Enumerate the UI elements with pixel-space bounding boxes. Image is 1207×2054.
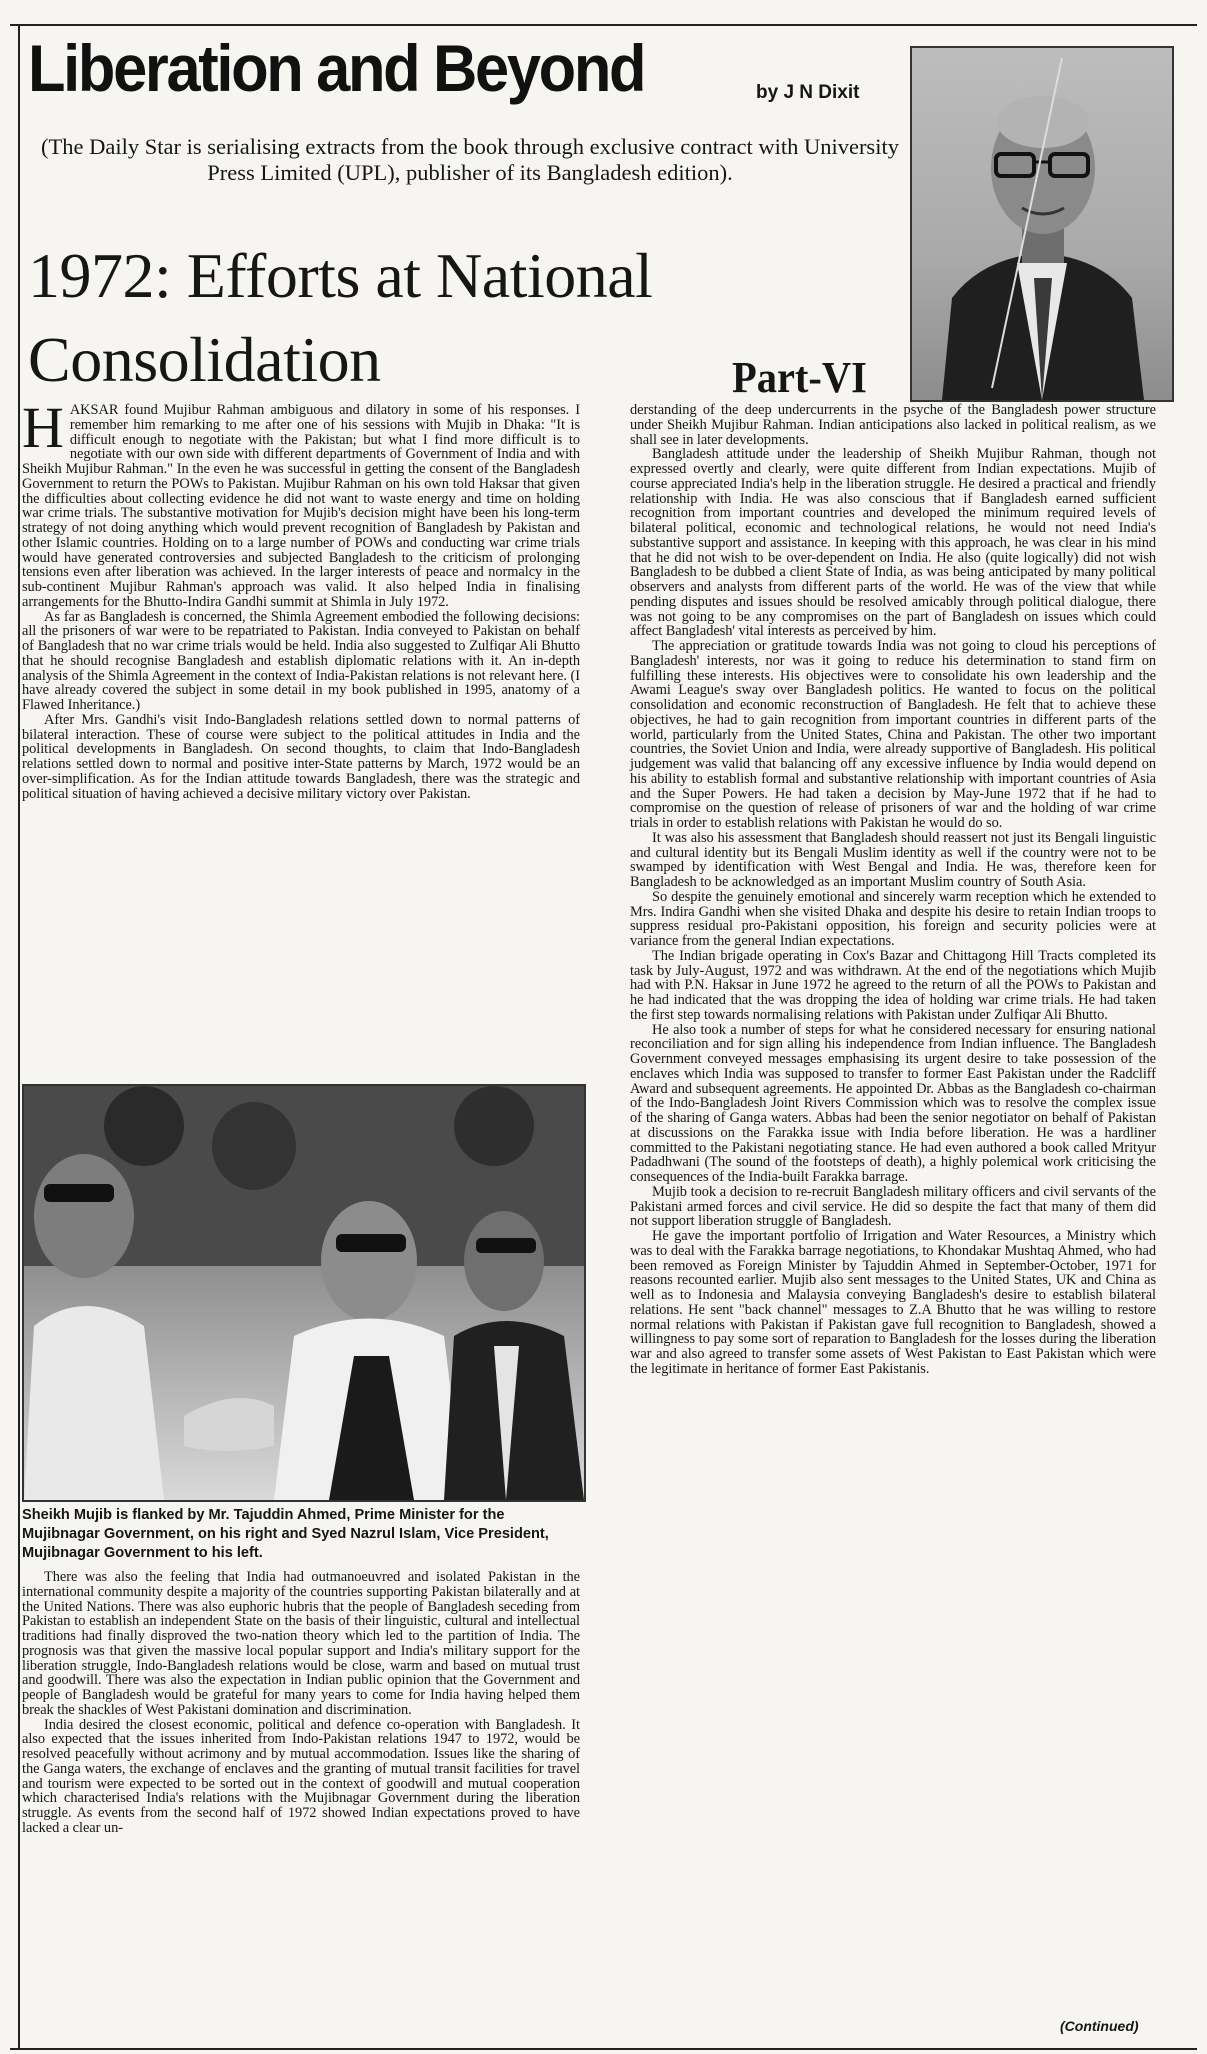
article-column-3 xyxy=(630,403,1156,1377)
paragraph: The Indian brigade operating in Cox's Bazar and Chittagong Hill Tracts completed its task by July-August, 1972 and was withdrawn. At the end of the negotiations which Mujib had with P.N. Haksar in June 1972 he agreed to the return of all the POWs to Pakistan and he had indicated that the was dropping the idea of holding war crime trials. He had taken the first step towards normalising relations with Pakistan under Zulfiqar Ali Bhutto. xyxy=(630,947,1156,1023)
byline: by J N Dixit xyxy=(756,82,860,103)
paragraph: Bangladesh attitude under the leadership of Sheikh Mujibur Rahman, though not expressed overtly and clearly, were quite different from Indian expectations. Mujib of course appreciated India's help in the liberation struggle. He desired a practical and friendly relationship with India. He was also conscious that if Bangladesh earned sufficient recognition from important countries and developed the minimum required levels of bilateral political, economic and technological relations, he would not need India's substantive support and assistance. In keeping with this approach, he was clear in his mind that he did not wish to be over-dependent on India. He also (quite logically) did not wish Bangladesh to be dubbed a client State of India, as was being anticipated by many political observers and analysts from different parts of the world. He was of the view that while pending disputes and issues should be resolved amicably through political dialogue, there was not going to be any compromises on the part of Bangladesh on issues which could affect Bangladesh' vital interests as perceived by him. xyxy=(630,446,1156,640)
photo-caption: Sheikh Mujib is flanked by Mr. Tajuddin Ahmed, Prime Minister for the Mujibnagar Government, on his right and Syed Nazrul Islam, Vice President, Mujibnagar Government to his left. xyxy=(22,1507,549,1561)
paragraph: The appreciation or gratitude towards India was not going to cloud his perceptions of Bangladesh' interests, nor was it going to reduce his determination to stand firm on fulfilling these interests. His objectives were to consolidate his own leadership and the Awami League's sway over Bangladesh politics. He wanted to focus on the political consolidation and economic reconstruction of Bangladesh. He felt that to achieve these objectives, he had to gain recognition from important countries in different parts of the world, particularly from the United States, China and Pakistan. The other two important countries, the Soviet Union and India, were already supportive of Bangladesh. His political judgement was valid that balancing off any excessive influence by India would depend on his ability to establish formal and substantive relationship with important countries of Asia and the Super Powers. He had taken a decision by May-June 1972 that if he had to compromise on the question of release of prisoners of war and the holding of war crime trials in order to establish relations with Pakistan he would do so. xyxy=(630,638,1156,831)
series-title: Liberation and Beyond xyxy=(28,31,645,105)
paragraph: So despite the genuinely emotional and sincerely warm reception which he extended to Mrs. Indira Gandhi when she visited Dhaka and despite his desire to retain Indian troops to suppress residual pro-Pakistani opposition, his foreign and security policies were at variance from the general Indian expectations. xyxy=(630,888,1156,949)
group-photo xyxy=(22,1084,586,1502)
continued-label: (Continued) xyxy=(1060,2018,1139,2034)
article-column-1 xyxy=(22,395,580,802)
author-portrait xyxy=(910,46,1174,402)
paragraph: There was also the feeling that India had outmanoeuvred and isolated Pakistan in the international community despite a majority of the countries supporting Pakistan bilaterally and at the United Nations. There was also euphoric hubris that the people of Bangladesh seceding from Pakistan to establish an independent State on the basis of their linguistic, cultural and intellectual traditions had finally disproved the two-nation theory which led to the partition of India. The prognosis was that given the massive local popular support and India's military support for the liberation struggle, Indo-Bangladesh relations would be close, warm and based on mutual trust and goodwill. There was also the expectation in Indian public opinion that the Government and people of Bangladesh would be grateful for many years to come for India having helped them break the shackles of West Pakistani domination and discrimination. xyxy=(22,1569,580,1718)
article-headline: 1972: Efforts at National Consolidation xyxy=(28,240,653,395)
paragraph: It was also his assessment that Bangladesh should reassert not just its Bengali linguistic and cultural identity but its Bengali Muslim identity as well if the country were not to be swamped by identification with West Bengal and India. He was, therefore keen for Bangladesh to be acknowledged as an important Muslim country of South Asia. xyxy=(630,829,1156,890)
paragraph: He gave the important portfolio of Irrigation and Water Resources, a Ministry which was to deal with the Farakka barrage negotiations, to Khondakar Mushtaq Ahmed, who had been removed as Foreign Minister by Tajuddin Ahmed in September-October, 1971 for reasons recounted earlier. Mujib also sent messages to the United States, UK and China as well as to Indonesia and Malaysia conveying Bangladesh's desire to establish bilateral relations. He sent "back channel" messages to Z.A Bhutto that he was willing to restore normal relations with Pakistan if Pakistan gave full recognition to Bangladesh, showed a willingness to pay some sort of reparation to Bangladesh for the losses during the liberation war and also agreed to transfer some assets of West Pakistan to East Pakistan which were the legitimate in heritance of former East Pakistanis. xyxy=(630,1228,1156,1377)
paragraph: derstanding of the deep undercurrents in the psyche of the Bangladesh power structure under Sheikh Mujibur Rahman. Indian anticipations also lacked in political realism, as we shall see in later developments. xyxy=(630,402,1156,448)
paragraph: After Mrs. Gandhi's visit Indo-Bangladesh relations settled down to normal patterns of bilateral interaction. These of course were subject to the political attitudes in India and the political developments in Bangladesh. On second thoughts, to claim that Indo-Bangladesh relations settled down to normal and positive inter-State patterns by March, 1972 would be an over-simplification. As for the Indian attitude towards Bangladesh, there was the strategic and political situation of having achieved a decisive military victory over Pakistan. xyxy=(22,711,580,802)
bottom-rule xyxy=(10,2048,1197,2050)
part-label: Part-VI xyxy=(732,353,867,402)
paragraph: He also took a number of steps for what he considered necessary for ensuring national reconciliation and for sign alling his independence from Indian influence. The Bangladesh Government conveyed messages emphasising its urgent desire to take possession of the enclaves which India was supposed to transfer to former East Pakistan under the Radcliff Award and subsequent agreements. He appointed Dr. Abbas as the Bangladesh co-chairman of the Indo-Bangladesh Joint Rivers Commission which was to resolve the complex issue of the sharing of Ganga waters. Abbas had been the senior negotiator on behalf of Pakistan at discussions on the Farakka issue with India before liberation. He was a hardliner committed to the Pakistani negotiating stance. He had even authored a book called Mrityur Padadhwani (The sound of the footsteps of death), a highly polemical work criticising the consequences of the India-built Farakka barrage. xyxy=(630,1021,1156,1185)
paragraph: HAKSAR found Mujibur Rahman ambiguous and dilatory in some of his responses. I remember him remarking to me after one of his sessions with Mujib in Dhaka: "It is difficult enough to negotiate with the Pakistan; but what I find more difficult is to negotiate with our own side with different departments of Government of India and with Sheikh Mujibur Rahman." In the even he was successful in getting the consent of the Bangladesh Government to return the POWs to Pakistan. Mujibur Rahman on his own told Haksar that given the difficulties about collecting evidence he did not want to waste energy and time on holding war crime trials. The substantive motivation for Mujib's decision might have been his long-term strategy of not doing anything which would prevent recognition of Bangladesh by Pakistan and other Islamic countries. Holding on to a large number of POWs and conducting war crime trials would have generated controversies and subjected Bangladesh to the criticism of prolonging tensions even after liberation was achieved. In the larger interests of peace and normalcy in the sub-continent Mujibur Rahman's approach was valid. It also helped India in finalising arrangements for the Bhutto-Indira Gandhi summit at Shimla in July 1972. xyxy=(22,395,580,610)
top-rule xyxy=(10,24,1197,26)
article-column-2 xyxy=(22,1570,580,1836)
drop-cap: H xyxy=(22,395,64,460)
left-rule xyxy=(18,24,20,2050)
paragraph: Mujib took a decision to re-recruit Bangladesh military officers and civil servants of the Pakistani armed forces and civil service. He did so despite the fact that many of them did not support liberation struggle of Bangladesh. xyxy=(630,1183,1156,1230)
intro-note: (The Daily Star is serialising extracts from the book through exclusive contract with University Press Limited (UPL), publisher of its Bangladesh edition). xyxy=(41,134,899,185)
portrait-figure xyxy=(912,48,1172,400)
paragraph: As far as Bangladesh is concerned, the Shimla Agreement embodied the following decisions: all the prisoners of war were to be repatriated to Pakistan. India conveyed to Pakistan on behalf of Bangladesh that no war crime trials would be held. India also suggested to Zulfiqar Ali Bhutto that he should recognise Bangladesh and establish diplomatic relations with it. An in-depth analysis of the Shimla Agreement in the context of India-Pakistan relations is not relevant here. (I have already covered the subject in some detail in my book published in 1995, anatomy of a Flawed Inheritance.) xyxy=(22,608,580,713)
paragraph: India desired the closest economic, political and defence co-operation with Bangladesh. It also expected that the issues inherited from Indo-Pakistan relations 1947 to 1972, would be resolved peacefully without acrimony and by mutual accommodation. Issues like the sharing of the Ganga waters, the exchange of enclaves and the granting of mutual transit facilities for travel and tourism were expected to be sorted out in the context of goodwill and mutual cooperation which characterised India's relations with the Mujibnagar Government during the liberation struggle. As events from the second half of 1972 showed Indian expectations proved to have lacked a clear un- xyxy=(22,1716,580,1836)
photo-figures xyxy=(24,1086,584,1500)
